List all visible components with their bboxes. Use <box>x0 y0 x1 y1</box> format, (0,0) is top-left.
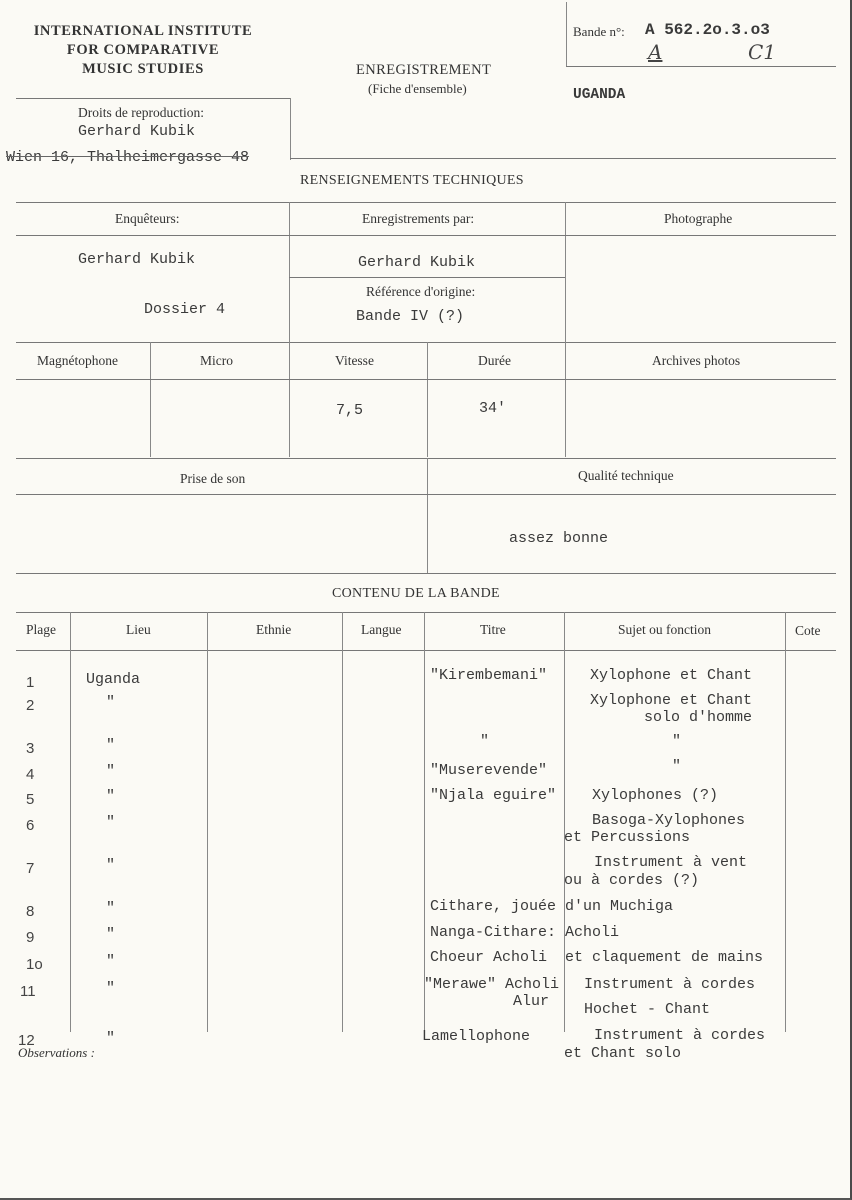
row-7-sujet: Instrument à vent <box>594 854 748 871</box>
row-3-lieu: " <box>106 737 116 754</box>
row-7-plage: 7 <box>26 860 35 877</box>
observations-label: Observations : <box>18 1045 95 1060</box>
row-11-sujet-2: Hochet - Chant <box>584 1001 711 1018</box>
row-5-lieu: " <box>106 788 116 805</box>
form-title: ENREGISTREMENT <box>356 62 492 78</box>
row-7-lieu: " <box>106 857 116 874</box>
magnetophone-label: Magnétophone <box>37 353 118 368</box>
bande-handwritten-c1: C1 <box>748 40 777 64</box>
rights-name: Gerhard Kubik <box>78 123 196 140</box>
row-5-plage: 5 <box>26 791 35 808</box>
prise-de-son-label: Prise de son <box>180 471 246 486</box>
row-12-sujet-2: et Chant solo <box>564 1045 682 1062</box>
row-10-plage: 1o <box>26 956 43 973</box>
reference-label: Référence d'origine: <box>366 284 476 299</box>
qualite-label: Qualité technique <box>578 468 674 483</box>
row-9-lieu: " <box>106 926 116 943</box>
row-1-lieu: Uganda <box>86 671 141 688</box>
row-11-titre: "Merawe" Acholi <box>424 976 560 993</box>
bande-handwritten-a: A <box>648 40 663 64</box>
row-3-plage: 3 <box>26 740 35 757</box>
row-8-lieu: " <box>106 900 116 917</box>
row-2-sujet: Xylophone et Chant <box>590 692 753 709</box>
row-8-plage: 8 <box>26 903 35 920</box>
row-4-lieu: " <box>106 763 116 780</box>
contents-section-title: CONTENU DE LA BANDE <box>332 586 500 601</box>
row-1-plage: 1 <box>26 674 35 691</box>
enregistrements-label: Enregistrements par: <box>362 211 475 226</box>
row-1-sujet: Xylophone et Chant <box>590 667 753 684</box>
reference-value: Bande IV (?) <box>356 308 465 325</box>
institute-name <box>14 22 272 79</box>
row-11-sujet: Instrument à cordes <box>584 976 756 993</box>
col-lieu: Lieu <box>126 622 151 637</box>
row-2-lieu: " <box>106 694 116 711</box>
row-7-sujet-2: ou à cordes (?) <box>564 872 700 889</box>
form-subtitle: (Fiche d'ensemble) <box>368 81 467 96</box>
row-6-plage: 6 <box>26 817 35 834</box>
institute-line-3: MUSIC STUDIES <box>82 61 204 77</box>
col-sujet: Sujet ou fonction <box>618 622 711 637</box>
row-9-titre: Nanga-Cithare: Acholi <box>430 924 620 941</box>
row-5-titre: "Njala eguire" <box>430 787 557 804</box>
row-12-sujet: Instrument à cordes <box>594 1027 766 1044</box>
col-plage: Plage <box>26 622 56 637</box>
rights-address: Wien 16, Thalheimergasse 48 <box>6 149 250 166</box>
row-12-plage: 12 <box>18 1032 35 1049</box>
row-10-lieu: " <box>106 953 116 970</box>
photographe-label: Photographe <box>664 211 733 226</box>
enregistrements-value: Gerhard Kubik <box>358 254 476 271</box>
row-12-titre: Lamellophone <box>422 1028 531 1045</box>
row-11-titre-2: Alur <box>513 993 550 1010</box>
row-6-sujet: Basoga-Xylophones <box>592 812 746 829</box>
row-1-titre: "Kirembemani" <box>430 667 548 684</box>
row-3-sujet: " <box>672 733 682 750</box>
archives-label: Archives photos <box>652 353 741 368</box>
row-11-lieu: " <box>106 980 116 997</box>
col-titre: Titre <box>480 622 506 637</box>
row-11-plage: 11 <box>20 983 36 1000</box>
row-10-titre: Choeur Acholi et claquement de mains <box>430 949 764 966</box>
row-3-titre: " <box>480 733 490 750</box>
row-9-plage: 9 <box>26 929 35 946</box>
row-6-lieu: " <box>106 814 116 831</box>
duree-label: Durée <box>478 353 511 368</box>
row-4-titre: "Muserevende" <box>430 762 548 779</box>
row-5-sujet: Xylophones (?) <box>592 787 719 804</box>
rights-label: Droits de reproduction: <box>78 105 204 120</box>
row-8-titre: Cithare, jouée d'un Muchiga <box>430 898 674 915</box>
row-6-sujet-2: et Percussions <box>564 829 691 846</box>
technical-section-title: RENSEIGNEMENTS TECHNIQUES <box>300 173 524 188</box>
institute-line-2: FOR COMPARATIVE <box>66 42 220 58</box>
col-cote: Cote <box>795 623 821 638</box>
row-4-sujet: " <box>672 758 682 775</box>
vitesse-label: Vitesse <box>335 353 374 368</box>
enqueteurs-label: Enquêteurs: <box>115 211 180 226</box>
col-langue: Langue <box>361 622 402 637</box>
row-2-sujet-2: solo d'homme <box>644 709 753 726</box>
institute-line-1: INTERNATIONAL INSTITUTE <box>33 23 253 39</box>
vitesse-value: 7,5 <box>336 402 364 419</box>
dossier-value: Dossier 4 <box>144 301 226 318</box>
row-2-plage: 2 <box>26 697 35 714</box>
row-4-plage: 4 <box>26 766 35 783</box>
duree-value: 34' <box>479 400 507 417</box>
enqueteurs-value: Gerhard Kubik <box>78 251 196 268</box>
col-ethnie: Ethnie <box>256 622 292 637</box>
micro-label: Micro <box>200 353 233 368</box>
row-12-lieu: " <box>106 1030 116 1047</box>
bande-label: Bande n°: <box>573 24 625 39</box>
bande-number: A 562.2o.3.o3 <box>645 21 770 39</box>
qualite-value: assez bonne <box>509 530 609 547</box>
country: UGANDA <box>573 87 626 103</box>
